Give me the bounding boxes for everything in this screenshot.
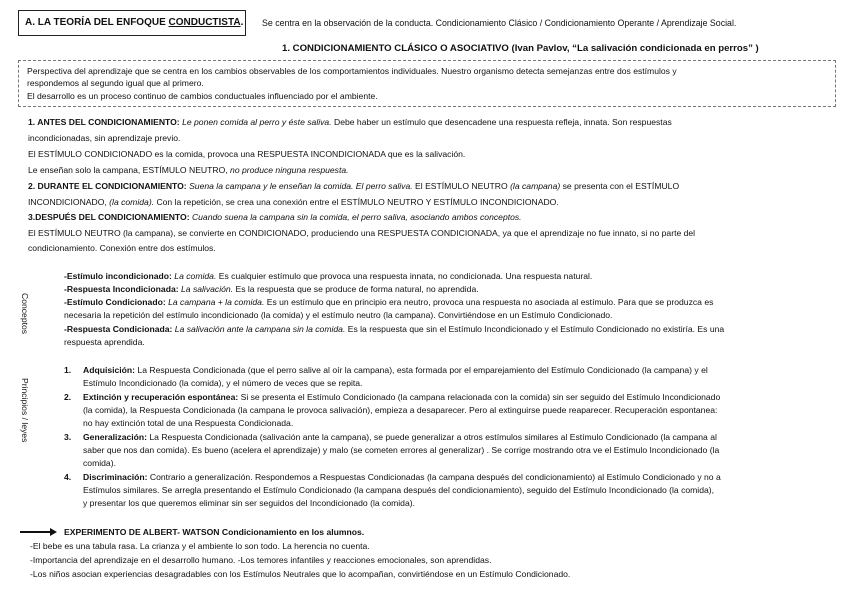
concepto-item: -Respuesta Condicionada: La salivación ante la campana sin la comida. Es la respuesta que sin el Estímulo Incondicionado y el Estímulo Condicionado no existiría. Es una [64,324,725,334]
definition-line: Perspectiva del aprendizaje que se centra en los cambios observables de los comportamientos individuales. Nuestro organismo detecta semejanzas entre dos estímulos y [27,66,677,76]
title-underlined: CONDUCTISTA [168,17,241,28]
definition-line: respondemos al segundo igual que al primero. [27,78,204,89]
phase-antes-cont: incondicionadas, sin aprendizaje previo. [28,133,181,143]
definition-box [18,60,836,107]
side-label-principios: Principios / leyes [20,378,30,443]
phase-antes: 1. ANTES DEL CONDICIONAMIENTO: Le ponen comida al perro y éste saliva. Debe haber un estímulo que desencadene una respuesta refleja, innata. Son respuestas [28,117,672,127]
section-title [18,10,246,36]
phase-despues: 3.DESPUÉS DEL CONDICIONAMIENTO: Cuando suena la campana sin la comida, el perro saliva, asociando ambos conceptos. [28,212,522,222]
phase-line: condicionamiento. Conexión entre dos estímulos. [28,243,216,253]
phase-line: Le enseñan solo la campana, ESTÍMULO NEUTRO, no produce ninguna respuesta. [28,165,349,175]
arrow-line [20,531,54,533]
experimento-line: -Importancia del aprendizaje en el desarrollo humano. -Los temores infantiles y reacciones emocionales, son aprendidas. [30,555,492,565]
concepto-item: -Estímulo Condicionado: La campana + la comida. Es un estímulo que en principio era neutro, provoca una respuesta no asociada al estímulo. Para que se produzca es [64,297,714,307]
side-label-conceptos: Conceptos [20,293,30,335]
title-suffix: . [240,17,244,28]
title-text: A. LA TEORÍA DEL ENFOQUE [25,17,169,28]
intro-text: Se centra en la observación de la conducta. Condicionamiento Clásico / Condicionamiento Operante / Aprendizaje Social. [262,18,737,28]
phase-line: El ESTÍMULO NEUTRO (la campana), se convierte en CONDICIONADO, produciendo una RESPUESTA CONDICIONADA, ya que el aprendizaje no fue innato, si no parte del [28,228,696,238]
experimento-line: -Los niños asocian experiencias desagradables con los Estímulos Neutrales que lo acompañan, convirtiéndose en un Estímulo Condicionado. [30,569,571,579]
phase-durante: 2. DURANTE EL CONDICIONAMIENTO: Suena la campana y le enseñan la comida. El perro saliva. El ESTÍMULO NEUTRO (la campana) se presenta con el ESTÍMULO [28,181,680,191]
phase-line: INCONDICIONADO, (la comida). Con la repetición, se crea una conexión entre el ESTÍMULO NEUTRO Y ESTÍMULO INCONDICIONADO. [28,197,559,207]
concepto-item: respuesta aprendida. [64,337,145,347]
concepto-item: necesaria la repetición del estímulo incondicionado (la comida) y el estímulo neutro (la campana). Convirtiéndose en un Estímulo Condicionado. [64,310,613,320]
subheading: 1. CONDICIONAMIENTO CLÁSICO O ASOCIATIVO (Ivan Pavlov, “La salivación condicionada en perros” ) [282,43,759,54]
definition-line: El desarrollo es un proceso continuo de cambios conductuales influenciado por el ambiente. [27,90,378,101]
phase-line: El ESTÍMULO CONDICIONADO es la comida, provoca una RESPUESTA INCONDICIONADA que es la salivación. [28,149,466,159]
concepto-item: -Estímulo incondicionado: La comida. Es cualquier estímulo que provoca una respuesta innata, no condicionada. Una respuesta natural. [64,271,593,281]
concepto-item: -Respuesta Incondicionada: La salivación. Es la respuesta que se produce de forma natural, no aprendida. [64,284,479,294]
arrow-right-icon [50,528,57,536]
experimento-title: EXPERIMENTO DE ALBERT- WATSON Condicionamiento en los alumnos. [64,527,365,537]
experimento-line: -El bebe es una tabula rasa. La crianza y el ambiente lo son todo. La herencia no cuenta. [30,541,370,551]
